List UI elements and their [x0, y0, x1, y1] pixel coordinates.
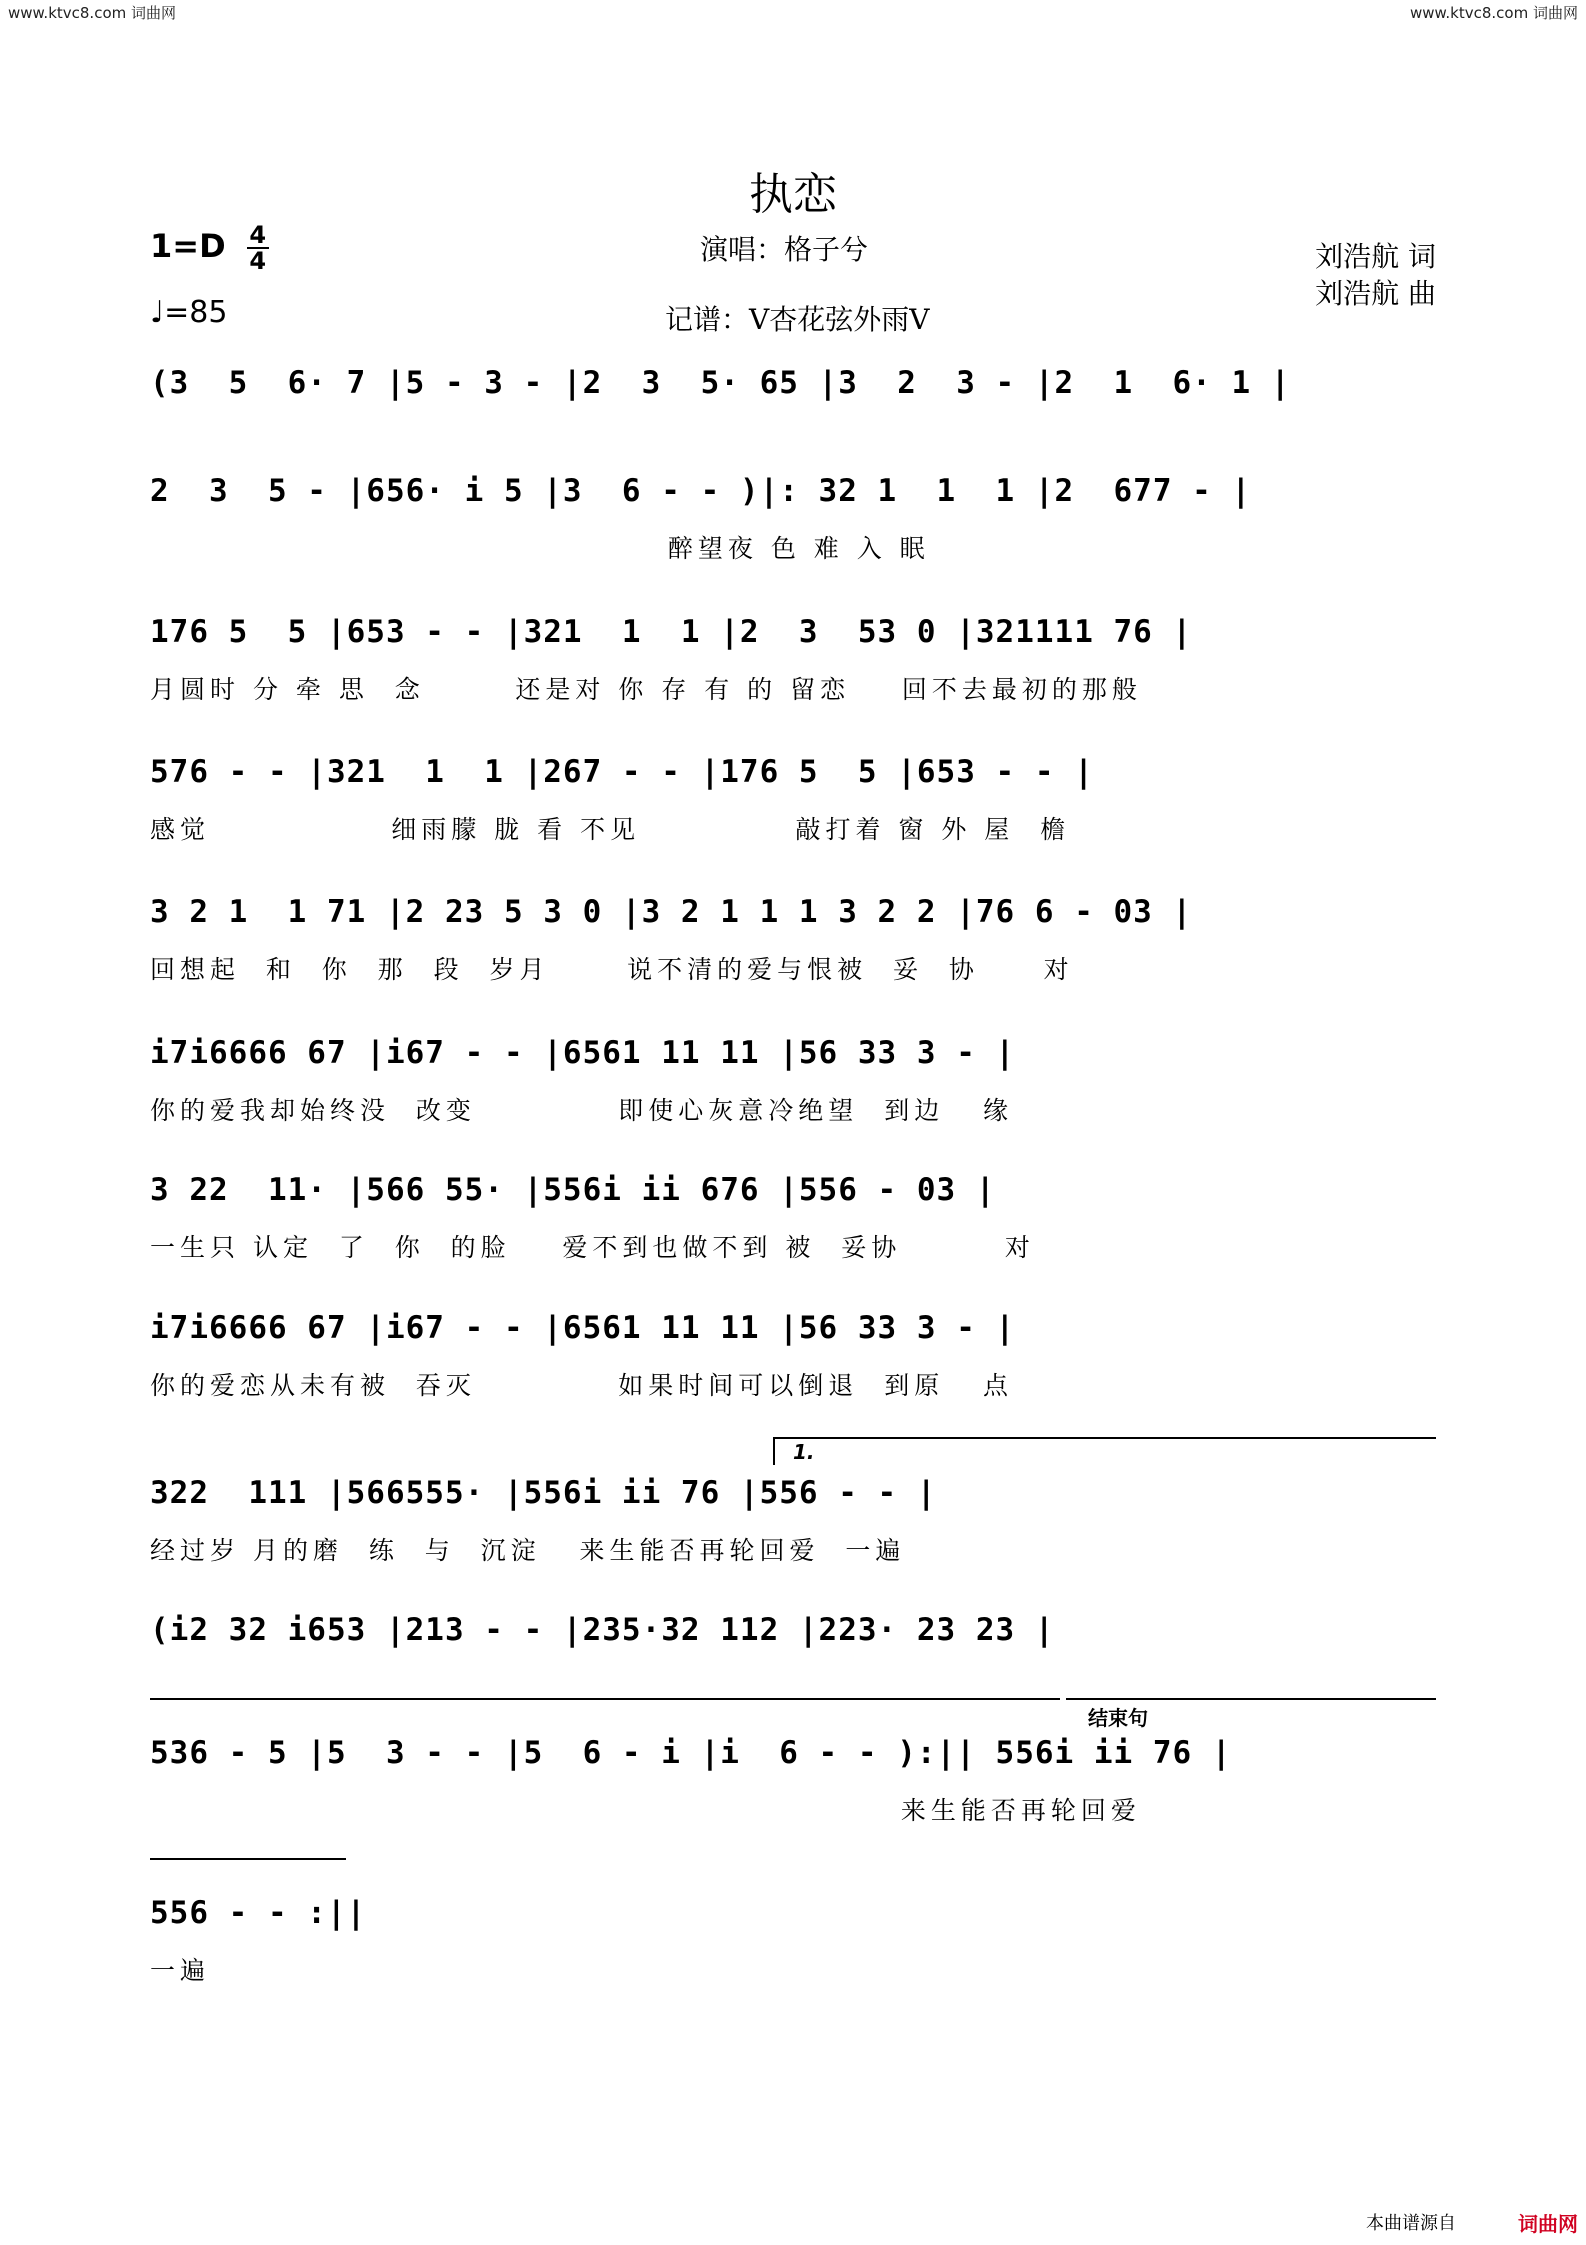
singer-credit: 演唱：格子兮: [700, 233, 869, 266]
score-notes: 556 - - :||: [150, 1895, 367, 1931]
score-notes: 536 - 5 |5 3 - - |5 6 - i |i 6 - - ):|| 556i ii 76 |: [150, 1735, 1232, 1771]
score-notes: 2 3 5 - |656· i 5 |3 6 - - )|: 32 1 1 1 |2 677 - |: [150, 473, 1252, 509]
key-signature: [150, 221, 269, 275]
transcriber-credit: 记谱：V杏花弦外雨V: [665, 303, 930, 336]
score-lyrics: 来生能否再轮回爱: [150, 1796, 1141, 1825]
song-title: 执恋: [749, 169, 837, 220]
ending-phrase-label: 结束句: [1088, 1706, 1148, 1730]
score-lyrics: 你的爱我却始终没 改变 即使心灰意冷绝望 到边 缘: [150, 1096, 1014, 1125]
score-notes: 3 2 1 1 71 |2 23 5 3 0 |3 2 1 1 1 3 2 2 |76 6 - 03 |: [150, 894, 1193, 930]
score-lyrics: 一遍: [150, 1956, 211, 1985]
meter-top: 4: [249, 221, 267, 249]
score-notes: 322 111 |566555· |556i ii 76 |556 - - |: [150, 1475, 937, 1511]
score-notes: 576 - - |321 1 1 |267 - - |176 5 5 |653 - - |: [150, 754, 1094, 790]
score-lyrics: 经过岁 月的磨 练 与 沉淀 来生能否再轮回爱 一遍: [150, 1536, 906, 1565]
source-note: 本曲谱源自: [1366, 2213, 1456, 2234]
score-lyrics: 月圆时 分 牵 思 念 还是对 你 存 有 的 留恋 回不去最初的那般: [150, 675, 1142, 704]
ending-bracket-line: [1066, 1698, 1436, 1700]
score-notes: (i2 32 i653 |213 - - |235·32 112 |223· 23 23 |: [150, 1612, 1055, 1648]
volta-bracket-hook: [773, 1437, 775, 1465]
site-url-left: www.ktvc8.com 词曲网: [8, 4, 177, 22]
volta-1-label: 1.: [793, 1440, 815, 1464]
key-text: 1=D: [150, 227, 226, 265]
tempo-mark: ♩=85: [150, 295, 228, 330]
site-logo: 词曲网: [1518, 2212, 1578, 2236]
score-notes: i7i6666 67 |i67 - - |6561 11 11 |56 33 3 - |: [150, 1310, 1016, 1346]
repeat-bracket-line: [150, 1698, 1060, 1700]
return-bracket-line: [150, 1858, 346, 1860]
composer-credit: 刘浩航 曲: [1315, 277, 1436, 310]
score-notes: 3 22 11· |566 55· |556i ii 676 |556 - 03 |: [150, 1172, 996, 1208]
score-lyrics: 回想起 和 你 那 段 岁月 说不清的爱与恨被 妥 协 对: [150, 955, 1074, 984]
score-lyrics: 醉望夜 色 难 入 眠: [150, 534, 930, 563]
score-notes: 176 5 5 |653 - - |321 1 1 |2 3 53 0 |321111 76 |: [150, 614, 1193, 650]
score-notes: (3 5 6· 7 |5 - 3 - |2 3 5· 65 |3 2 3 - |2 1 6· 1 |: [150, 365, 1291, 401]
score-lyrics: 感觉 细雨朦 胧 看 不见 敲打着 窗 外 屋 檐: [150, 815, 1071, 844]
volta-bracket-line: [773, 1437, 1436, 1439]
score-lyrics: 你的爱恋从未有被 吞灭 如果时间可以倒退 到原 点: [150, 1371, 1014, 1400]
site-url-right: www.ktvc8.com 词曲网: [1409, 4, 1578, 22]
score-notes: i7i6666 67 |i67 - - |6561 11 11 |56 33 3 - |: [150, 1035, 1016, 1071]
meter-bottom: 4: [249, 247, 267, 275]
score-lyrics: 一生只 认定 了 你 的脸 爱不到也做不到 被 妥协 对: [150, 1233, 1035, 1262]
time-signature: [247, 221, 269, 275]
lyricist-credit: 刘浩航 词: [1315, 240, 1436, 273]
